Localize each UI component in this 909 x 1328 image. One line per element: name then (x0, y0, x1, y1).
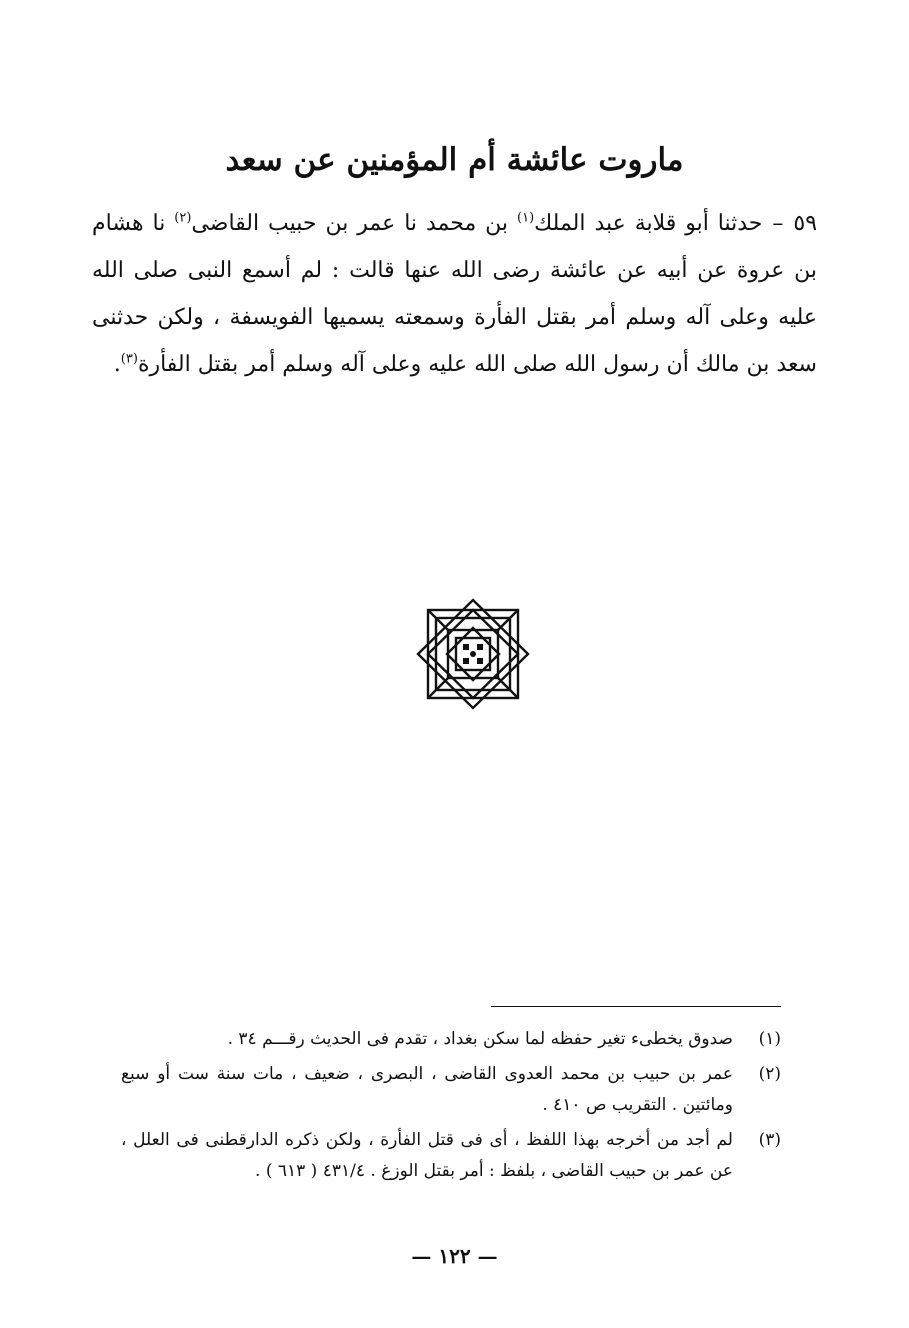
hadith-number: ٥٩ (793, 211, 818, 236)
footnote-text: صدوق يخطىء تغير حفظه لما سكن بغداد ، تقدم فى الحديث رقـــم ٣٤ . (227, 1029, 733, 1049)
footnote-ref-2[interactable]: (٢) (174, 210, 192, 226)
footnote-number: (١) (758, 1029, 781, 1049)
hadith-text-2: بن محمد نا عمر بن حبيب القاضى (191, 211, 517, 236)
footnote-divider (491, 1006, 781, 1007)
footnote-text: عمر بن حبيب بن محمد العدوى القاضى ، البصرى ، ضعيف ، مات سنة ست أو سبع ومائتين . التقريب ص ٤١٠ . (121, 1064, 733, 1115)
footnote-ref-1[interactable]: (١) (517, 210, 535, 226)
footnote-number: (٢) (758, 1064, 781, 1084)
footnote-number: (٣) (758, 1130, 781, 1150)
geometric-knot-ornament-icon (414, 598, 532, 710)
hadith-text-3: نا هشام بن عروة عن أبيه عن عائشة رضى الله عنها قالت : لم أسمع النبى صلى الله عليه وعلى آله وسلم أمر بقتل الفأرة وسمعته يسميها الفويسفة ، ولكن حدثنى سعد بن مالك أن رسول الله صلى الله عليه وعلى آله وسلم أمر بقتل الفأرة (92, 211, 817, 377)
footnote-ref-3[interactable]: (٣) (120, 351, 138, 367)
hadith-text-1: حدثنا أبو قلابة عبد الملك (534, 211, 763, 236)
footnote-item (121, 1024, 781, 1055)
hadith-paragraph (92, 200, 817, 388)
page-number: — ١٢٢ — (411, 1244, 498, 1268)
footnotes-list (121, 1024, 781, 1191)
footnote-item (121, 1059, 781, 1121)
hadith-text-4: . (113, 352, 121, 377)
hadith-dash: – (772, 211, 784, 236)
footnote-item (121, 1125, 781, 1187)
footnote-text: لم أجد من أخرجه بهذا اللفظ ، أى فى قتل الفأرة ، ولكن ذكره الدارقطنى فى العلل ، عن عمر بن حبيب القاضى ، بلفظ : أمر بقتل الوزغ . ٤٣١/٤ ( ٦١٣ ) . (121, 1130, 733, 1181)
hadith-body (92, 200, 817, 388)
chapter-title: ماروت عائشة أم المؤمنين عن سعد (225, 142, 684, 178)
